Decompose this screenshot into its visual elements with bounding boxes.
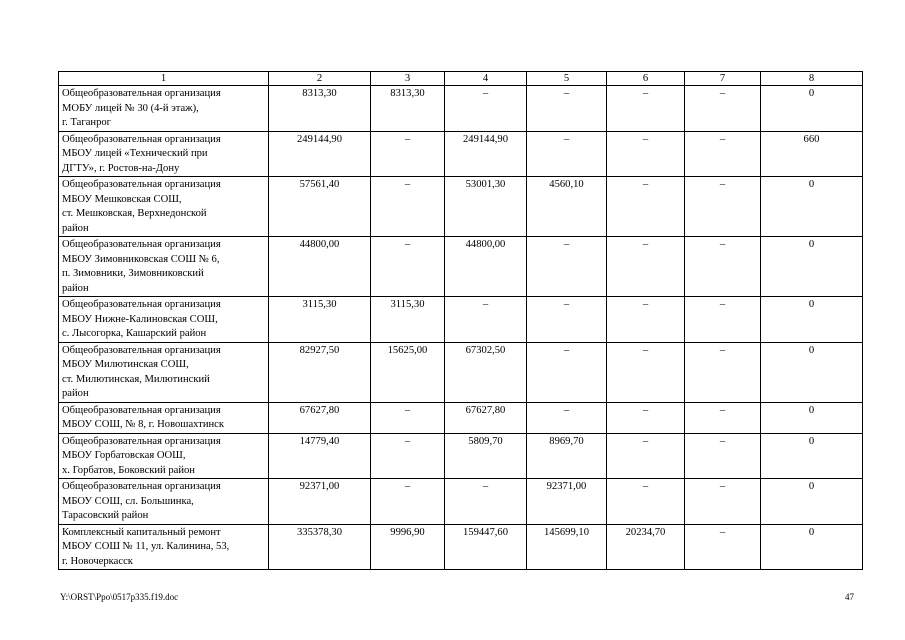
value-cell-col-7: – [685,524,761,570]
value-cell-col-2: 335378,30 [269,524,371,570]
value-cell-col-8: 0 [761,237,863,297]
value-cell-col-3: – [371,131,445,177]
value-cell-col-7: – [685,297,761,343]
column-header-8: 8 [761,72,863,86]
value-cell-col-8: 0 [761,342,863,402]
column-header-6: 6 [607,72,685,86]
value-cell-col-2: 3115,30 [269,297,371,343]
value-cell-col-3: 8313,30 [371,86,445,132]
value-cell-col-4: – [445,86,527,132]
table-row [59,177,863,237]
value-cell-col-5: – [527,131,607,177]
column-header-2: 2 [269,72,371,86]
value-cell-col-6: – [607,86,685,132]
value-cell-col-5: 8969,70 [527,433,607,479]
value-cell-col-7: – [685,177,761,237]
value-cell-col-5: 145699,10 [527,524,607,570]
budget-table [58,71,863,570]
value-cell-col-8: 0 [761,297,863,343]
row-name-cell: Общеобразовательная организация МБОУ Милютинская СОШ, ст. Милютинская, Милютинский район [59,342,269,402]
value-cell-col-3: 9996,90 [371,524,445,570]
row-name-cell: Общеобразовательная организация МБОУ СОШ, № 8, г. Новошахтинск [59,402,269,433]
table-row [59,86,863,132]
value-cell-col-5: – [527,402,607,433]
value-cell-col-3: 3115,30 [371,297,445,343]
table-row [59,131,863,177]
value-cell-col-2: 82927,50 [269,342,371,402]
column-header-3: 3 [371,72,445,86]
value-cell-col-6: – [607,342,685,402]
row-name-cell: Общеобразовательная организация МБОУ лицей «Технический при ДГТУ», г. Ростов-на-Дону [59,131,269,177]
value-cell-col-2: 8313,30 [269,86,371,132]
value-cell-col-2: 44800,00 [269,237,371,297]
value-cell-col-4: 249144,90 [445,131,527,177]
value-cell-col-7: – [685,433,761,479]
value-cell-col-7: – [685,342,761,402]
value-cell-col-4: 53001,30 [445,177,527,237]
value-cell-col-5: 92371,00 [527,479,607,525]
table-body [59,86,863,570]
value-cell-col-3: – [371,479,445,525]
value-cell-col-6: – [607,433,685,479]
value-cell-col-7: – [685,86,761,132]
column-header-4: 4 [445,72,527,86]
value-cell-col-4: 67627,80 [445,402,527,433]
value-cell-col-7: – [685,131,761,177]
value-cell-col-3: – [371,433,445,479]
value-cell-col-4: – [445,479,527,525]
document-path: Y:\ORST\Ppo\0517p335.f19.doc [60,592,179,602]
table-row [59,402,863,433]
row-name-cell: Общеобразовательная организация МБОУ Мешковская СОШ, ст. Мешковская, Верхнедонской район [59,177,269,237]
value-cell-col-2: 92371,00 [269,479,371,525]
table-row [59,433,863,479]
value-cell-col-8: 0 [761,177,863,237]
value-cell-col-2: 67627,80 [269,402,371,433]
value-cell-col-6: – [607,479,685,525]
value-cell-col-2: 249144,90 [269,131,371,177]
value-cell-col-8: 0 [761,433,863,479]
value-cell-col-5: – [527,342,607,402]
value-cell-col-5: 4560,10 [527,177,607,237]
value-cell-col-8: 0 [761,86,863,132]
value-cell-col-4: 5809,70 [445,433,527,479]
value-cell-col-6: – [607,177,685,237]
value-cell-col-5: – [527,237,607,297]
header-row [59,72,863,86]
value-cell-col-6: – [607,402,685,433]
value-cell-col-4: 67302,50 [445,342,527,402]
column-header-5: 5 [527,72,607,86]
column-header-7: 7 [685,72,761,86]
value-cell-col-3: – [371,177,445,237]
page-number: 47 [845,592,854,602]
value-cell-col-2: 57561,40 [269,177,371,237]
value-cell-col-3: 15625,00 [371,342,445,402]
value-cell-col-6: – [607,237,685,297]
row-name-cell: Общеобразовательная организация МБОУ Нижне-Калиновская СОШ, с. Лысогорка, Кашарский район [59,297,269,343]
table-row [59,479,863,525]
value-cell-col-4: 159447,60 [445,524,527,570]
value-cell-col-5: – [527,297,607,343]
table-row [59,237,863,297]
row-name-cell: Общеобразовательная организация МБОУ СОШ, сл. Большинка, Тарасовский район [59,479,269,525]
value-cell-col-8: 0 [761,479,863,525]
value-cell-col-7: – [685,479,761,525]
column-header-1: 1 [59,72,269,86]
row-name-cell: Комплексный капитальный ремонт МБОУ СОШ № 11, ул. Калинина, 53, г. Новочеркасск [59,524,269,570]
row-name-cell: Общеобразовательная организация МБОУ Зимовниковская СОШ № 6, п. Зимовники, Зимовниковский район [59,237,269,297]
row-name-cell: Общеобразовательная организация МОБУ лицей № 30 (4-й этаж), г. Таганрог [59,86,269,132]
value-cell-col-6: – [607,131,685,177]
row-name-cell: Общеобразовательная организация МБОУ Горбатовская ООШ, х. Горбатов, Боковский район [59,433,269,479]
value-cell-col-7: – [685,237,761,297]
value-cell-col-6: 20234,70 [607,524,685,570]
value-cell-col-4: – [445,297,527,343]
value-cell-col-3: – [371,237,445,297]
value-cell-col-7: – [685,402,761,433]
value-cell-col-4: 44800,00 [445,237,527,297]
value-cell-col-2: 14779,40 [269,433,371,479]
value-cell-col-8: 0 [761,524,863,570]
value-cell-col-8: 0 [761,402,863,433]
value-cell-col-5: – [527,86,607,132]
table-row [59,524,863,570]
table-row [59,297,863,343]
value-cell-col-6: – [607,297,685,343]
table-row [59,342,863,402]
value-cell-col-3: – [371,402,445,433]
value-cell-col-8: 660 [761,131,863,177]
